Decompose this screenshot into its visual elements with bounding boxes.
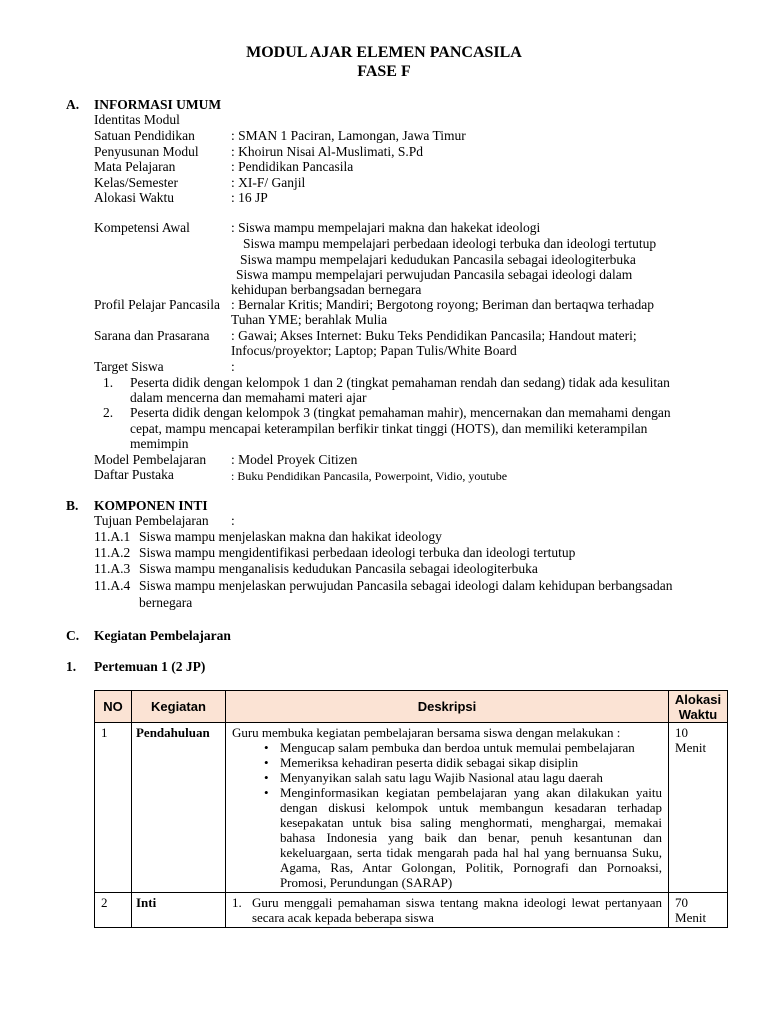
bullet-icon: • [263, 755, 269, 770]
pustaka-value: : Buku Pendidikan Pancasila, Powerpoint, Vidio, youtube [231, 469, 508, 483]
row-waktu [669, 723, 728, 893]
row-kegiatan: Inti [131, 893, 225, 928]
row-kegiatan: Pendahuluan [131, 723, 225, 893]
field-value: : Pendidikan Pancasila [231, 159, 354, 174]
list-text: Guru menggali pemahaman siswa tentang makna ideologi lewat pertanyaan secara acak kepada beberapa siswa [251, 895, 663, 925]
field-label: Penyusunan Modul [94, 144, 199, 159]
kompetensi-awal-label: Kompetensi Awal [94, 220, 190, 235]
field-label: Mata Pelajaran [94, 159, 176, 174]
profil-value: : Bernalar Kritis; Mandiri; Bergotong royong; Beriman dan bertaqwa terhadap [231, 297, 655, 312]
bullet-icon: • [263, 785, 269, 800]
tujuan-code: 11.A.4 [94, 578, 131, 593]
field-label: Kelas/Semester [94, 175, 178, 190]
header-alokasi-waktu [669, 691, 728, 723]
section-b-heading: KOMPONEN INTI [94, 498, 208, 513]
tujuan-text: Siswa mampu menjelaskan perwujudan Pancasila sebagai ideologi dalam kehidupan berbangsadan [139, 578, 673, 593]
tujuan-code: 11.A.1 [94, 529, 131, 544]
list-item [232, 740, 662, 755]
deskripsi-numbered-list [232, 895, 662, 925]
pertemuan-number: 1. [66, 659, 77, 674]
row-no: 1 [95, 723, 132, 893]
tujuan-label: Tujuan Pembelajaran [94, 513, 209, 528]
bullet-text: Mengucap salam pembuka dan berdoa untuk memulai pembelajaran [279, 740, 635, 755]
bullet-icon: • [263, 740, 269, 755]
target-item-text: cepat, mampu mencapai keterampilan berfikir tinkat tinggi (HOTS), dan memiliki keterampilan [130, 421, 648, 436]
document-subtitle: FASE F [357, 63, 411, 80]
header-waktu: Waktu [678, 706, 718, 722]
table-header-row [95, 691, 728, 723]
list-number: 1. [231, 895, 242, 910]
deskripsi-intro: Guru membuka kegiatan pembelajaran bersama siswa dengan melakukan : [231, 725, 621, 740]
kompetensi-line: : Siswa mampu mempelajari makna dan hakekat ideologi [231, 220, 541, 235]
sarana-value: : Gawai; Akses Internet: Buku Teks Pendidikan Pancasila; Handout materi; [231, 328, 637, 343]
section-a-heading: INFORMASI UMUM [94, 97, 222, 112]
bullet-text: Menginformasikan kegiatan pembelajaran yang akan dilakukan yaitu dengan diskusi kelompok untuk membangun kesadaran terhadap kesepakatan untuk bisa saling menghormati, menghargai, memakai bahasa Indonesia yang baik dan benar, penuh kesantunan dan kekeluargaan, serta tidak mengarah pada hal hal yang bernuansa Suku, Agama, Ras, Antar Golongan, Politik, Pornografi dan Pornoaksi, Promosi, Perundungan (SARAP) [279, 785, 663, 890]
field-label: Satuan Pendidikan [94, 128, 195, 143]
deskripsi-bullets [232, 740, 662, 890]
table-row [95, 723, 728, 893]
row-deskripsi [225, 893, 668, 928]
target-item-text: dalam mencerna dan memahami materi ajar [130, 390, 367, 405]
list-item [232, 770, 662, 785]
identitas-modul-label: Identitas Modul [94, 112, 180, 127]
header-kegiatan: Kegiatan [131, 691, 225, 723]
kompetensi-line: Siswa mampu mempelajari perbedaan ideologi terbuka dan ideologi tertutup [243, 236, 657, 251]
row-no: 2 [95, 893, 132, 928]
list-item [232, 895, 662, 925]
row-deskripsi [225, 723, 668, 893]
list-item [232, 755, 662, 770]
document-title: MODUL AJAR ELEMEN PANCASILA [246, 44, 522, 61]
row-waktu [669, 893, 728, 928]
target-item-text: Peserta didik dengan kelompok 1 dan 2 (tingkat pemahaman rendah dan sedang) tidak ada kesulitan [130, 375, 670, 390]
kegiatan-table [94, 690, 728, 928]
waktu-unit: Menit [675, 910, 707, 925]
header-no: NO [95, 691, 132, 723]
header-deskripsi: Deskripsi [225, 691, 668, 723]
bullet-text: Memeriksa kehadiran peserta didik sebagai sikap disiplin [279, 755, 579, 770]
tujuan-code: 11.A.3 [94, 561, 131, 576]
section-b-letter: B. [66, 498, 79, 513]
target-siswa-label: Target Siswa [94, 359, 164, 374]
model-value: : Model Proyek Citizen [231, 452, 358, 467]
field-value: : Khoirun Nisai Al-Muslimati, S.Pd [231, 144, 424, 159]
section-c-heading: Kegiatan Pembelajaran [94, 628, 231, 643]
field-value: : SMAN 1 Paciran, Lamongan, Jawa Timur [231, 128, 466, 143]
tujuan-text-cont: bernegara [139, 595, 193, 610]
target-item-text: memimpin [130, 436, 189, 451]
tujuan-code: 11.A.2 [94, 545, 131, 560]
target-siswa-colon: : [231, 359, 235, 374]
tujuan-text: Siswa mampu menjelaskan makna dan hakikat ideology [139, 529, 442, 544]
waktu-value: 70 [675, 895, 689, 910]
kompetensi-line: Siswa mampu mempelajari perwujudan Pancasila sebagai ideologi dalam [236, 267, 633, 282]
tujuan-text: Siswa mampu menganalisis kedudukan Pancasila sebagai ideologiterbuka [139, 561, 538, 576]
header-alokasi: Alokasi [674, 691, 722, 707]
bullet-icon: • [263, 770, 269, 785]
profil-label: Profil Pelajar Pancasila [94, 297, 220, 312]
profil-value-cont: Tuhan YME; berahlak Mulia [231, 312, 388, 327]
pertemuan-heading: Pertemuan 1 (2 JP) [94, 659, 206, 674]
target-item-number: 2. [103, 405, 114, 420]
list-item [232, 785, 662, 890]
section-a-letter: A. [66, 97, 80, 112]
target-item-text: Peserta didik dengan kelompok 3 (tingkat pemahaman mahir), mencernakan dan memahami dengan [130, 405, 671, 420]
waktu-value: 10 [675, 725, 689, 740]
section-c-letter: C. [66, 628, 80, 643]
tujuan-text: Siswa mampu mengidentifikasi perbedaan ideologi terbuka dan ideologi tertutup [139, 545, 576, 560]
field-value: : 16 JP [231, 190, 268, 205]
waktu-unit: Menit [675, 740, 707, 755]
tujuan-colon: : [231, 513, 235, 528]
sarana-value-cont: Infocus/proyektor; Laptop; Papan Tulis/White Board [231, 343, 517, 358]
field-value: : XI-F/ Ganjil [231, 175, 306, 190]
bullet-text: Menyanyikan salah satu lagu Wajib Nasional atau lagu daerah [279, 770, 603, 785]
pustaka-label: Daftar Pustaka [94, 467, 174, 482]
table-row [95, 893, 728, 928]
kompetensi-line: Siswa mampu mempelajari kedudukan Pancasila sebagai ideologiterbuka [240, 252, 636, 267]
model-label: Model Pembelajaran [94, 452, 207, 467]
kompetensi-line: kehidupan berbangsadan bernegara [231, 282, 422, 297]
sarana-label: Sarana dan Prasarana [94, 328, 210, 343]
field-label: Alokasi Waktu [94, 190, 175, 205]
target-item-number: 1. [103, 375, 114, 390]
